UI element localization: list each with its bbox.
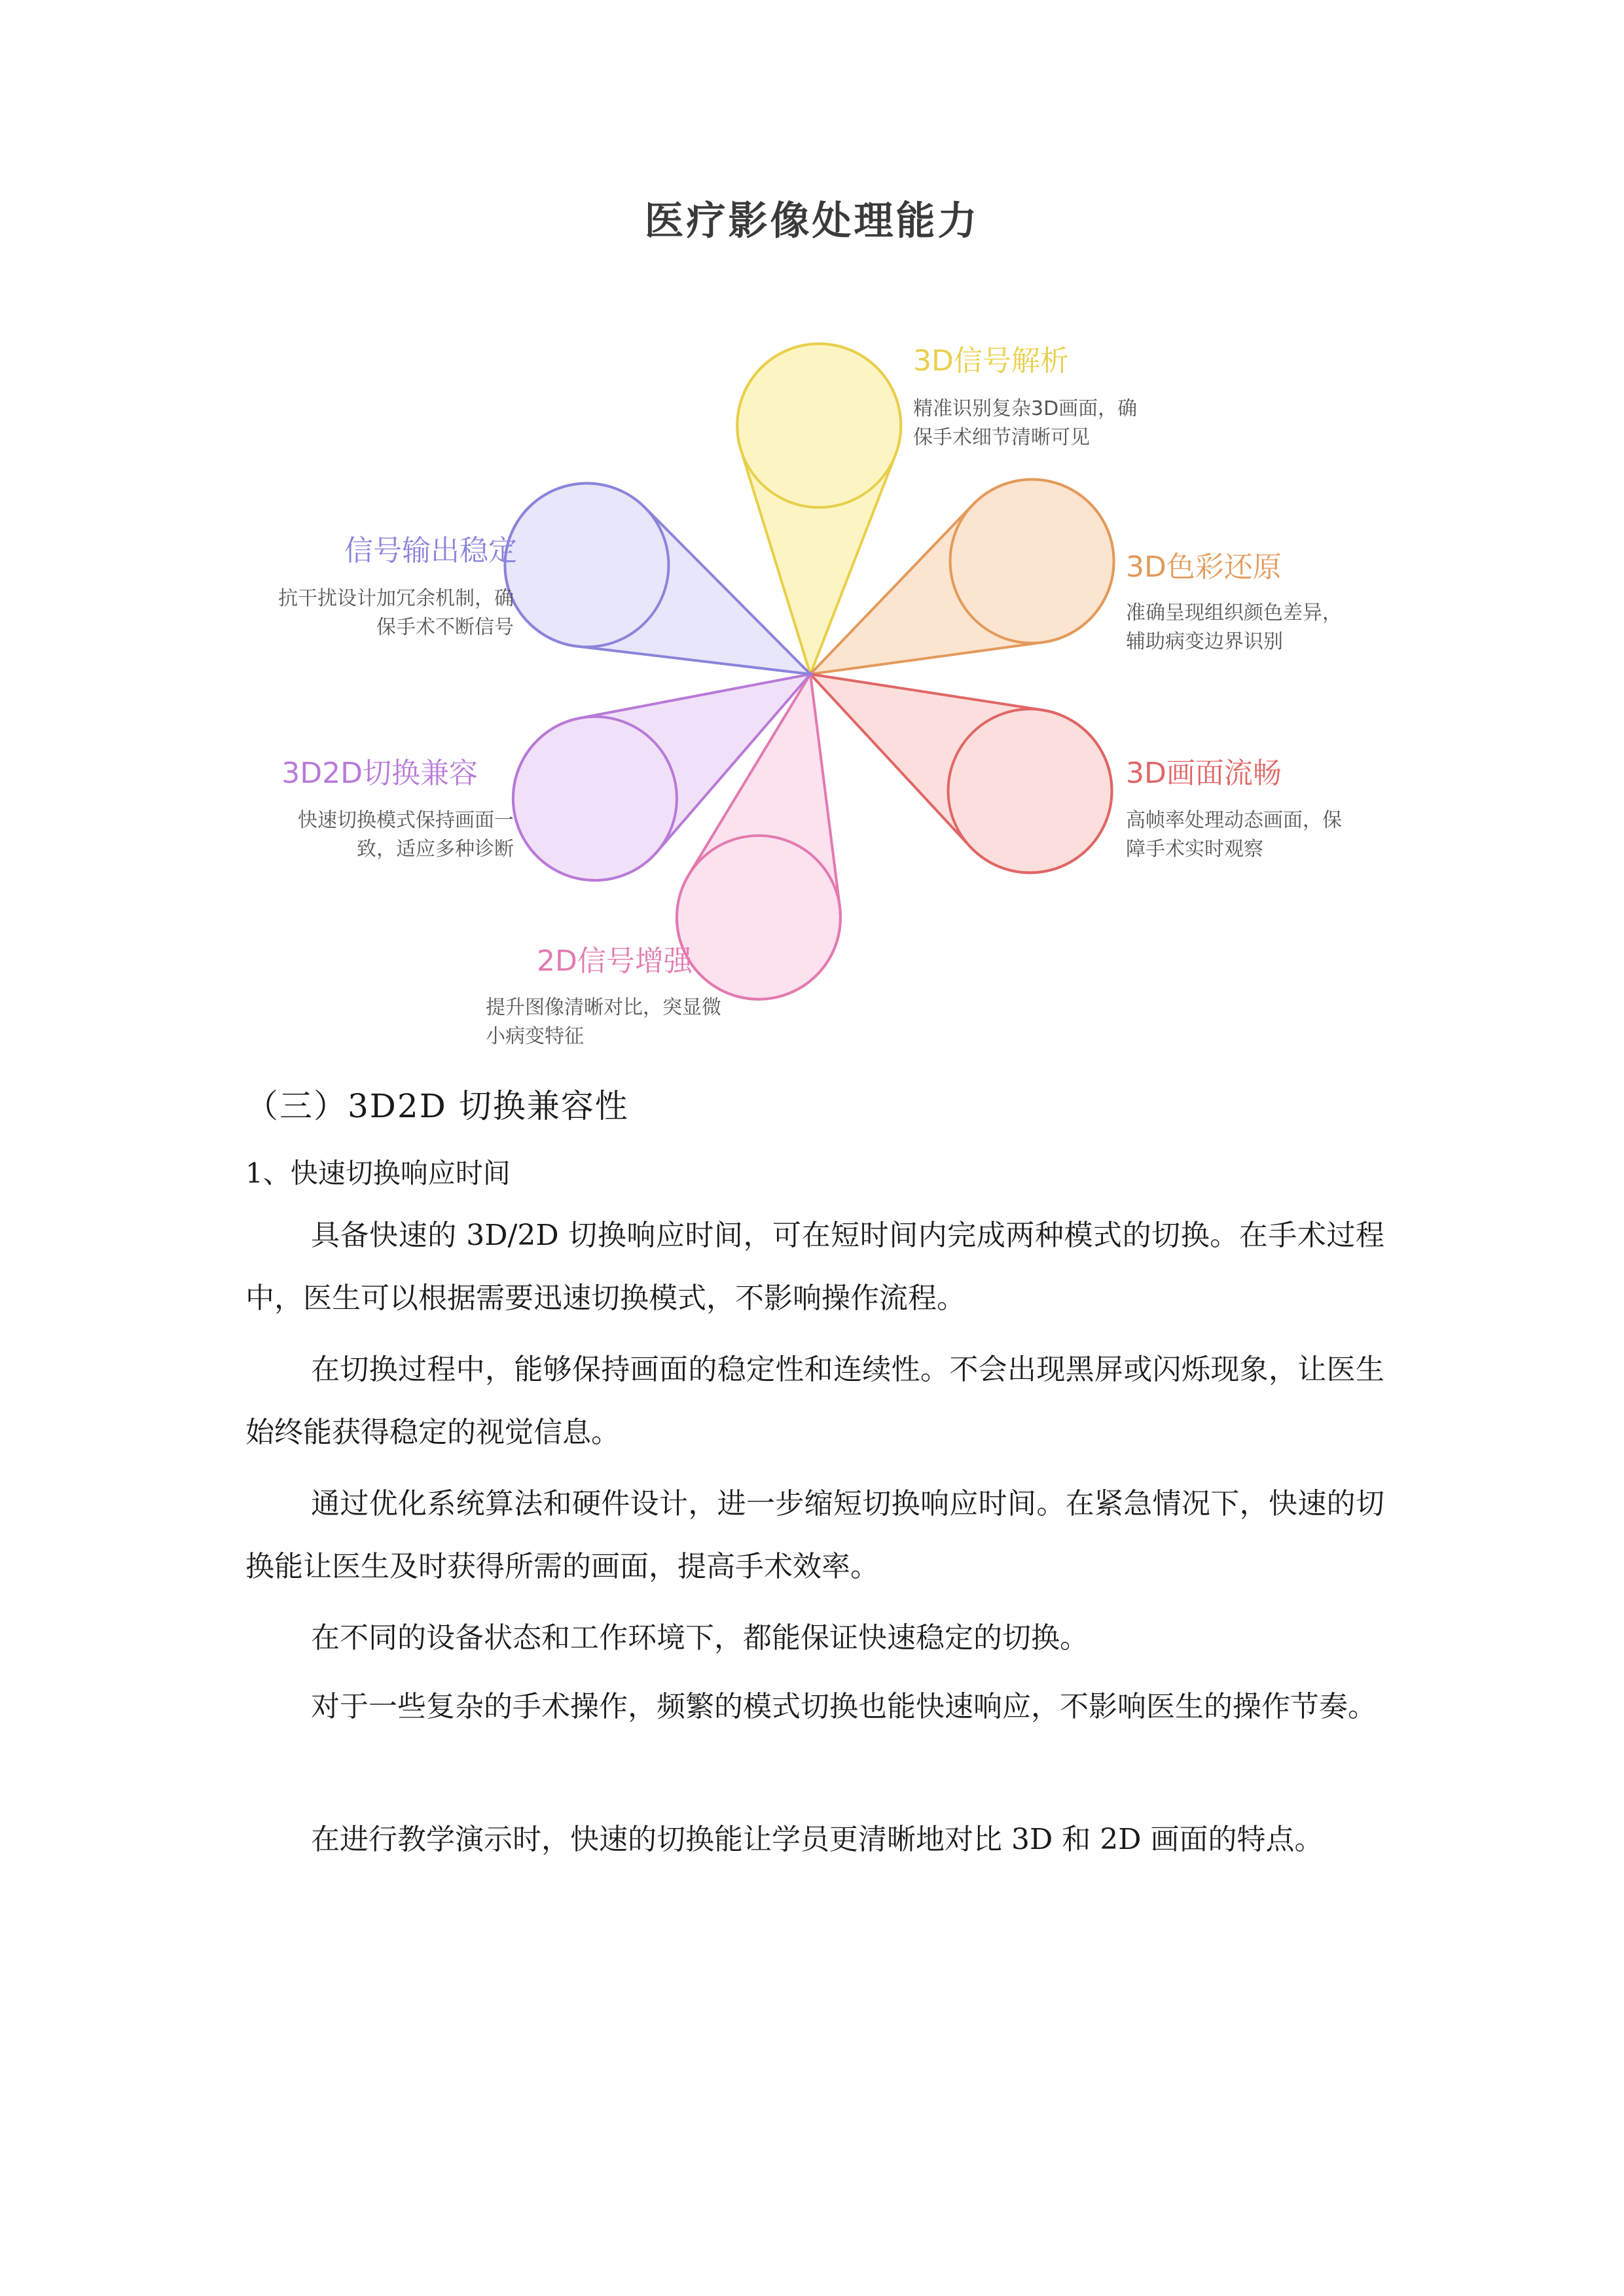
petal-3d-smooth xyxy=(810,674,1112,872)
petal-desc-3d-signal: 精准识别复杂3D画面，确保手术细节清晰可见 xyxy=(913,397,1138,449)
petal-desc-3d2d-switch: 快速切换模式保持画面一致，适应多种诊断 xyxy=(298,809,514,861)
petal-label-3d-signal: 3D信号解析 xyxy=(913,344,1069,378)
paragraph-1: 具备快速的 3D/2D 切换响应时间，可在短时间内完成两种模式的切换。在手术过程中，医生可以根据需要迅速切换模式，不影响操作流程。 xyxy=(245,1219,1384,1315)
paragraph-6: 在进行教学演示时，快速的切换能让学员更清晰地对比 3D 和 2D 画面的特点。 xyxy=(311,1823,1324,1856)
paragraph-3: 通过优化系统算法和硬件设计，进一步缩短切换响应时间。在紧急情况下，快速的切换能让医生及时获得所需的画面，提高手术效率。 xyxy=(245,1487,1384,1583)
petal-label-3d2d-switch: 3D2D切换兼容 xyxy=(281,757,478,790)
capability-diagram xyxy=(0,0,1624,1080)
petal-label-3d-smooth: 3D画面流畅 xyxy=(1126,757,1282,790)
sub-heading: 1、快速切换响应时间 xyxy=(245,1157,511,1189)
petal-desc-3d-smooth: 高帧率处理动态画面，保障手术实时观察 xyxy=(1126,809,1342,861)
paragraph-2: 在切换过程中，能够保持画面的稳定性和连续性。不会出现黑屏或闪烁现象，让医生始终能获得稳定的视觉信息。 xyxy=(245,1353,1384,1449)
paragraph-5: 对于一些复杂的手术操作，频繁的模式切换也能快速响应，不影响医生的操作节奏。 xyxy=(311,1690,1377,1723)
petal-desc-3d-color: 准确呈现组织颜色差异，辅助病变边界识别 xyxy=(1126,601,1342,653)
diagram-title: 医疗影像处理能力 xyxy=(644,198,980,244)
section-heading: （三）3D2D 切换兼容性 xyxy=(245,1087,629,1125)
petal-label-signal-stable: 信号输出稳定 xyxy=(344,534,517,567)
petal-desc-2d-enhance: 提升图像清晰对比，突显微小病变特征 xyxy=(486,996,721,1048)
paragraph-4: 在不同的设备状态和工作环境下，都能保证快速稳定的切换。 xyxy=(311,1621,1089,1655)
petal-label-2d-enhance: 2D信号增强 xyxy=(537,944,693,978)
petal-label-3d-color: 3D色彩还原 xyxy=(1126,550,1282,584)
petal-desc-signal-stable: 抗干扰设计加冗余机制，确保手术不断信号 xyxy=(278,587,514,639)
petal-flower xyxy=(0,0,1624,1080)
